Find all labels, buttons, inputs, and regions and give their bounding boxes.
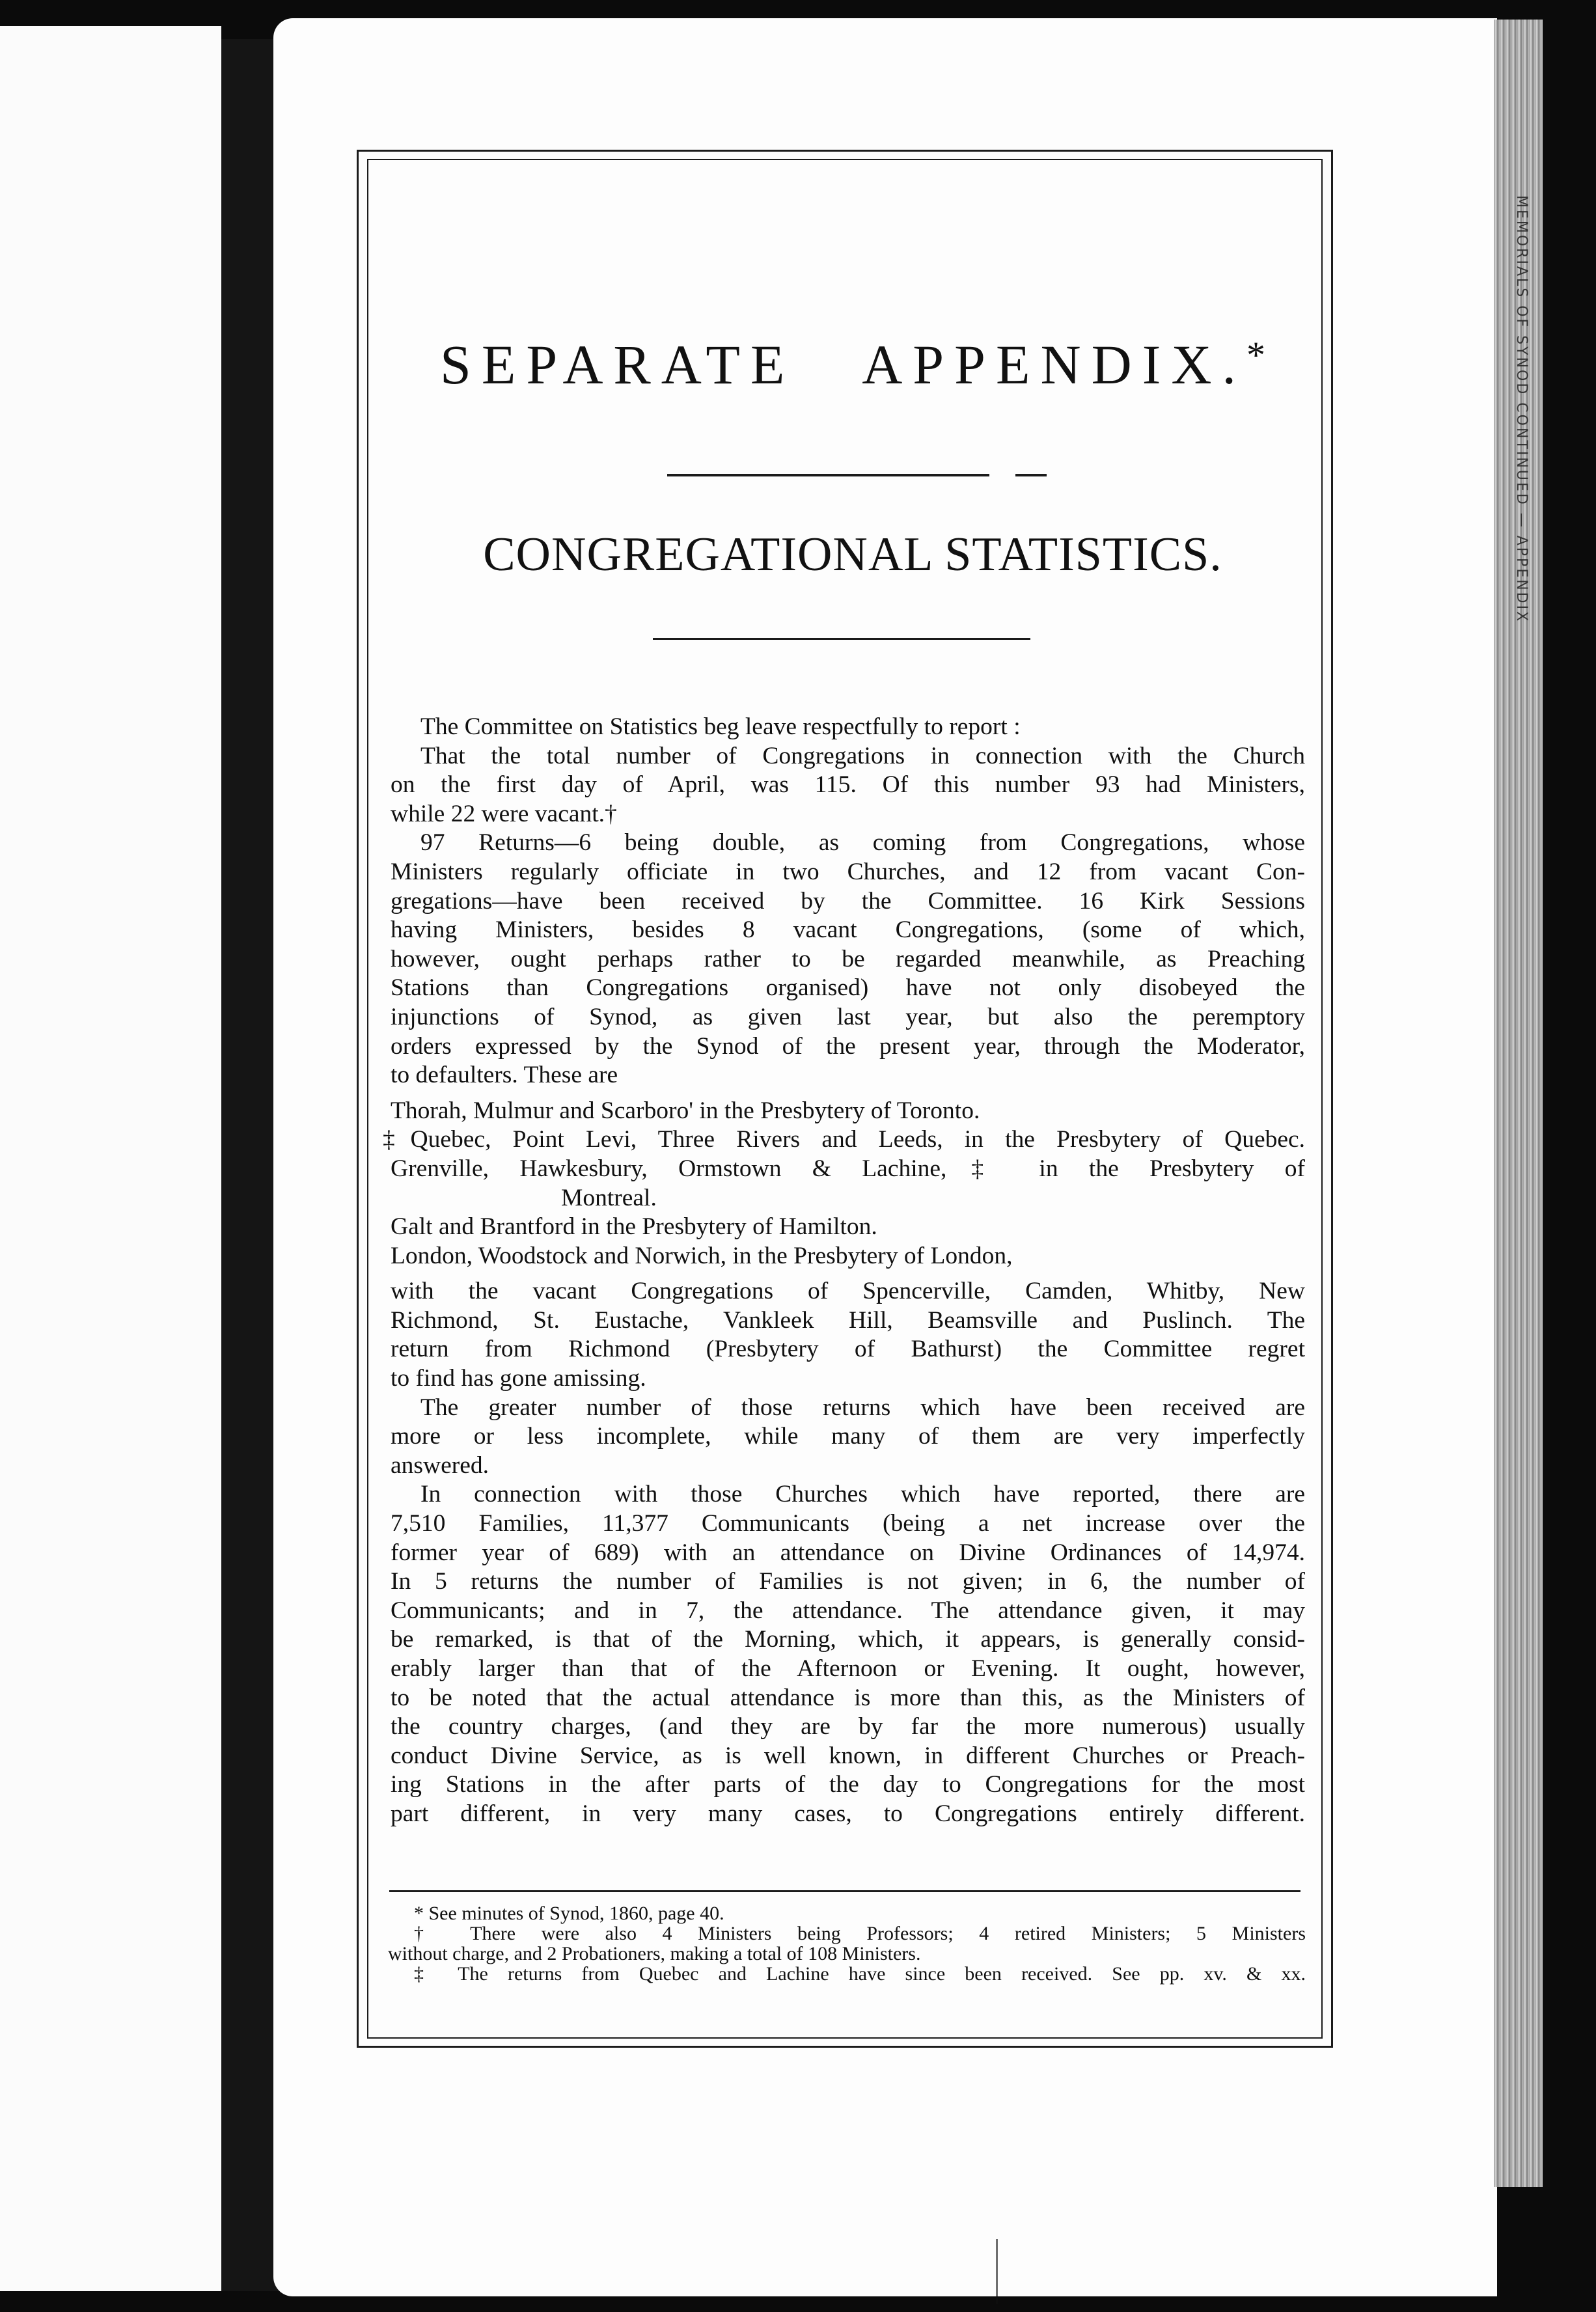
body-line: The Committee on Statistics beg leave respectfully to report : <box>420 713 1021 740</box>
body-line: injunctions of Synod, as given last year, but also the peremptory <box>391 1003 1305 1030</box>
body-line: with the vacant Congregations of Spencerville, Camden, Whitby, New <box>391 1278 1305 1305</box>
body-line: That the total number of Congregations in connection with the Church <box>420 742 1305 769</box>
body-line: to defaulters. These are <box>391 1062 618 1089</box>
body-line: Thorah, Mulmur and Scarboro' in the Presbytery of Toronto. <box>391 1097 980 1124</box>
footnote-line: ‡ The returns from Quebec and Lachine have since been received. See pp. xv. & xx. <box>414 1963 1306 1985</box>
body-line: In connection with those Churches which have reported, there are <box>420 1481 1305 1508</box>
divider-rule-bottom <box>653 638 1030 640</box>
footnotes <box>388 1903 1306 1984</box>
body-line: 7,510 Families, 11,377 Communicants (being a net increase over the <box>391 1510 1305 1537</box>
body-line: ‡Quebec, Point Levi, Three Rivers and Leeds, in the Presbytery of Quebec. <box>383 1126 1305 1153</box>
report-body <box>383 713 1305 1829</box>
divider-rule-top <box>667 474 989 476</box>
footnote-line: * See minutes of Synod, 1860, page 40. <box>414 1903 724 1924</box>
body-line: to be noted that the actual attendance is more than this, as the Ministers of <box>391 1684 1305 1711</box>
body-line: Grenville, Hawkesbury, Ormstown & Lachine,‡ in the Presbytery of <box>391 1155 1305 1182</box>
body-line: Communicants; and in 7, the attendance. The attendance given, it may <box>391 1597 1305 1624</box>
scan-artifact-mark <box>996 2239 1024 2304</box>
body-line: part different, in very many cases, to Congregations entirely different. <box>391 1800 1305 1827</box>
body-line: In 5 returns the number of Families is not given; in 6, the number of <box>391 1568 1305 1595</box>
page-title <box>391 332 1315 397</box>
body-line: Stations than Congregations organised) have not only disobeyed the <box>391 974 1305 1002</box>
side-running-text: MEMORIALS OF SYNOD CONTINUED — APPENDIX <box>1513 195 1530 624</box>
divider-rule-top-tail <box>1015 474 1047 476</box>
footnote-divider <box>389 1890 1300 1892</box>
body-line: having Ministers, besides 8 vacant Congregations, (some of which, <box>391 916 1305 944</box>
footnote-line: without charge, and 2 Probationers, making a total of 108 Ministers. <box>388 1943 921 1964</box>
body-line: Richmond, St. Eustache, Vankleek Hill, Beamsville and Puslinch. The <box>391 1306 1305 1334</box>
footnote-line: † There were also 4 Ministers being Professors; 4 retired Ministers; 5 Ministers <box>414 1923 1306 1944</box>
body-line: more or less incomplete, while many of them are very imperfectly <box>391 1423 1305 1450</box>
body-line: answered. <box>391 1452 489 1479</box>
body-line: return from Richmond (Presbytery of Bathurst) the Committee regret <box>391 1336 1305 1363</box>
body-line: Ministers regularly officiate in two Churches, and 12 from vacant Con- <box>391 858 1305 885</box>
body-line: to find has gone amissing. <box>391 1365 646 1392</box>
body-line: 97 Returns—6 being double, as coming from Congregations, whose <box>420 829 1305 857</box>
body-line: on the first day of April, was 115. Of this number 93 had Ministers, <box>391 771 1305 799</box>
body-line: however, ought perhaps rather to be regarded meanwhile, as Preaching <box>391 945 1305 972</box>
body-line: The greater number of those returns which have been received are <box>420 1394 1305 1421</box>
body-line: the country charges, (and they are by far the more numerous) usually <box>391 1713 1305 1741</box>
body-line: gregations—have been received by the Committee. 16 Kirk Sessions <box>391 887 1305 915</box>
body-line: orders expressed by the Synod of the present year, through the Moderator, <box>391 1032 1305 1060</box>
body-line: be remarked, is that of the Morning, which, it appears, is generally consid- <box>391 1626 1305 1653</box>
body-line: erably larger than that of the Afternoon or Evening. It ought, however, <box>391 1655 1305 1682</box>
body-line: conduct Divine Service, as is well known, in different Churches or Preach- <box>391 1742 1305 1769</box>
body-line: Montreal. <box>561 1184 657 1211</box>
left-page-edge <box>0 26 221 2291</box>
section-title: CONGREGATIONAL STATISTICS. <box>483 528 1222 581</box>
body-line: London, Woodstock and Norwich, in the Presbytery of London, <box>391 1242 1013 1269</box>
body-line: ing Stations in the after parts of the day to Congregations for the most <box>391 1771 1305 1798</box>
body-line: while 22 were vacant.† <box>391 800 617 827</box>
page-title-text: SEPARATE APPENDIX. <box>440 333 1246 396</box>
body-line: Galt and Brantford in the Presbytery of Hamilton. <box>391 1213 877 1241</box>
footnote-marker: * <box>1246 334 1265 376</box>
body-line: former year of 689) with an attendance on Divine Ordinances of 14,974. <box>391 1539 1305 1566</box>
